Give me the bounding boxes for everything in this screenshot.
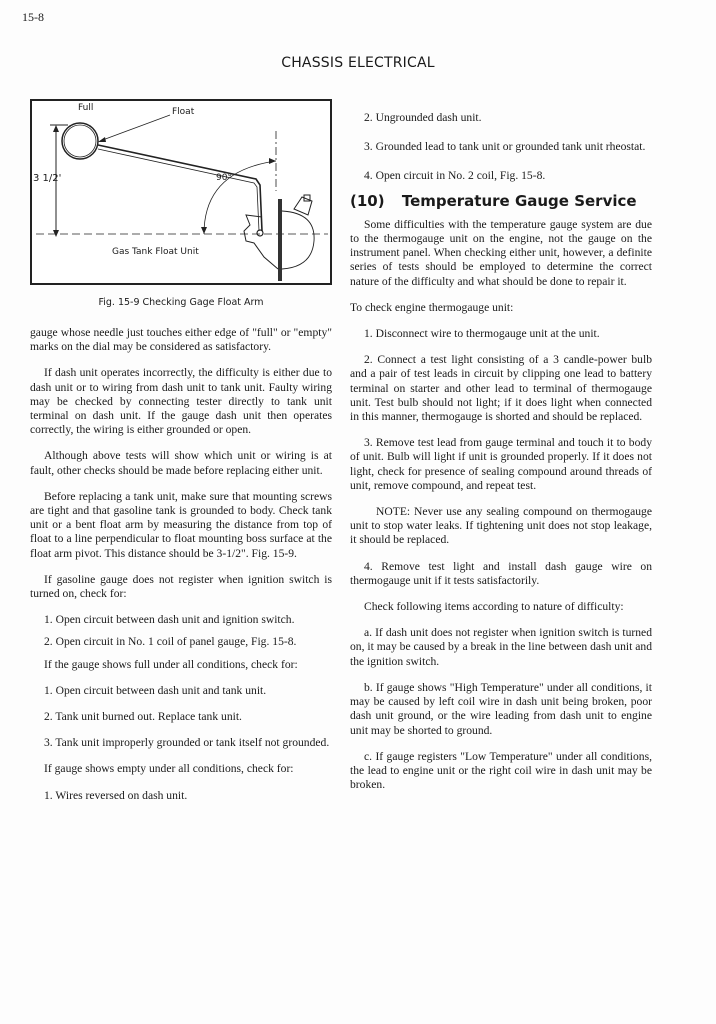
section-heading (350, 191, 652, 210)
list-item: 1. Open circuit between dash unit and tank unit. (44, 683, 267, 697)
list-item: b. If gauge shows "High Temperature" under all conditions, it may be caused by left coil wire in dash unit being broken, poor dash unit ground, or the wire leading from dash unit to engine unit may be shorted to ground. (350, 680, 652, 737)
list-item: 4. Open circuit in No. 2 coil, Fig. 15-8. (364, 169, 546, 183)
paragraph: Some difficulties with the temperature gauge system are due to the thermogauge unit on the engine, not the gauge on the instrument panel. When checking either unit, however, a definite series of tests should be employed to determine the correct nature of the difficulty and what should be done to repair it. (350, 217, 652, 288)
paragraph: If gauge shows empty under all conditions, check for: (44, 762, 294, 776)
left-column (30, 326, 332, 803)
list-item: 4. Remove test light and install dash gauge wire on thermogauge unit if it tests satisfactorily. (350, 559, 652, 587)
paragraph: If dash unit operates incorrectly, the difficulty is either due to dash unit or to wiring from dash unit to tank unit. Faulty wiring may be checked by connecting tester directly to tank unit terminal on dash unit. If the gauge dash unit then operates correctly, the wiring is either grounded or open. (30, 366, 332, 437)
label-gas-tank-float-unit: Gas Tank Float Unit (112, 247, 199, 257)
paragraph: If gasoline gauge does not register when ignition switch is turned on, check for: (30, 572, 332, 601)
list-item: 3. Remove test lead from gauge terminal and touch it to body of unit. Bulb will light if unit is grounded properly. If it does not light, check for presence of sealing compound around threads of unit, remove compound, and repeat test. (350, 436, 652, 492)
figure-float-arm (30, 99, 332, 285)
label-angle: 90° (216, 173, 232, 183)
list-item: 1. Disconnect wire to thermogauge unit at the unit. (364, 327, 600, 341)
section-number: (10) (350, 191, 385, 210)
paragraph: If the gauge shows full under all conditions, check for: (44, 657, 298, 671)
right-column (350, 111, 652, 792)
paragraph: Before replacing a tank unit, make sure that mounting screws are tight and that gasoline tank is grounded to body. Check tank unit or a bent float arm by measuring the distance from top of float to a line perpendicular to float mounting boss surface at the float arm pivot. This distance should be 3-1/2". Fig. 15-9. (30, 489, 332, 560)
list-item: 1. Wires reversed on dash unit. (44, 788, 188, 802)
paragraph: Although above tests will show which unit or wiring is at fault, other checks should be made before replacing either unit. (30, 449, 332, 477)
list-item: 3. Grounded lead to tank unit or grounded tank unit rheostat. (364, 140, 646, 154)
figure-caption: Fig. 15-9 Checking Gage Float Arm (98, 297, 264, 308)
list-item: 2. Ungrounded dash unit. (364, 111, 482, 124)
list-item: 3. Tank unit improperly grounded or tank itself not grounded. (44, 736, 330, 750)
list-item: c. If gauge registers "Low Temperature" under all conditions, the lead to engine unit or the right coil wire in dash unit may be broken. (350, 749, 652, 792)
label-height: 3 1/2' (33, 173, 62, 184)
list-item: 2. Open circuit in No. 1 coil of panel gauge, Fig. 15-8. (44, 635, 297, 649)
section-title: Temperature Gauge Service (401, 191, 637, 210)
note-paragraph: NOTE: Never use any sealing compound on thermogauge unit to stop water leaks. If tightening unit does not stop leakage, it should be replaced. (350, 505, 652, 547)
paragraph: Check following items according to nature of difficulty: (364, 600, 624, 614)
label-float: Float (172, 107, 195, 117)
page-number: 15-8 (22, 10, 44, 24)
paragraph: To check engine thermogauge unit: (350, 300, 514, 314)
label-full: Full (78, 103, 94, 113)
list-item: 2. Connect a test light consisting of a 3 candle-power bulb and a pair of test leads in circuit by clipping one lead to battery terminal on starter and other lead to terminal of thermogauge unit. Test bulb should not light; if it does light when connected in this manner, thermogauge is shorted and should be replaced. (350, 353, 652, 424)
page-header: CHASSIS ELECTRICAL (281, 55, 435, 71)
list-item: 2. Tank unit burned out. Replace tank unit. (44, 710, 242, 724)
paragraph: gauge whose needle just touches either edge of "full" or "empty" marks on the dial may be considered as satisfactory. (30, 326, 332, 354)
list-item: 1. Open circuit between dash unit and ignition switch. (44, 613, 295, 627)
list-item: a. If dash unit does not register when ignition switch is turned on, it may be caused by a break in the line between dash unit and the ignition switch. (350, 626, 652, 668)
